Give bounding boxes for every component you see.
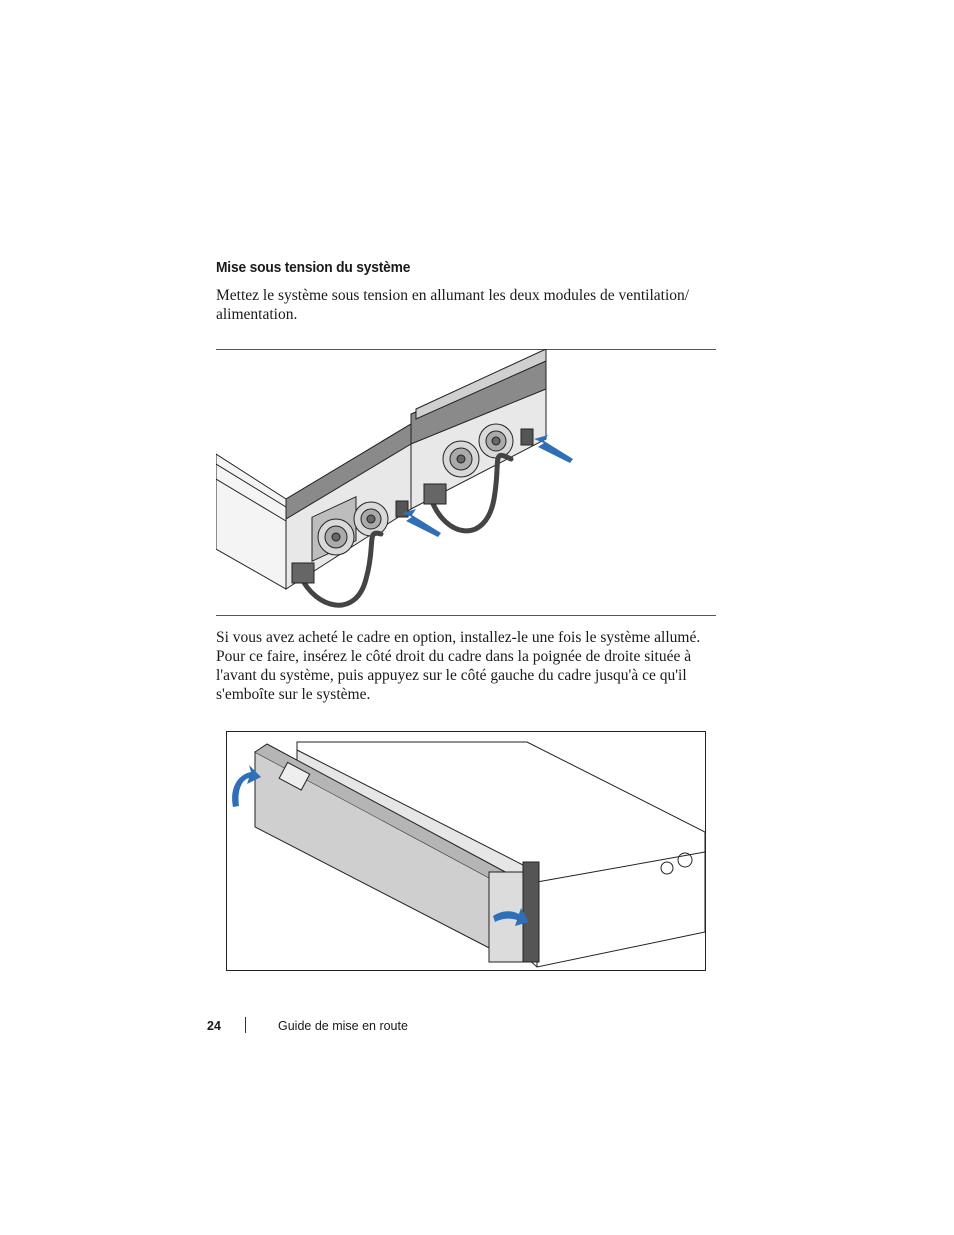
figure1-bottom-rule: [216, 615, 716, 616]
power-modules-illustration: [216, 349, 716, 615]
section-heading: Mise sous tension du système: [216, 259, 411, 276]
footer-separator: [245, 1017, 246, 1033]
bezel-paragraph: Si vous avez acheté le cadre en option, installez-le une fois le système allumé. Pour ce faire, insérez le côté droit du cadre dans la poignée de droite située à l'avant du système, puis appuyez sur le côté gauche du cadre jusqu'à ce qu'il s'emboîte sur le système.: [216, 629, 701, 703]
bezel-install-illustration: [227, 732, 705, 970]
running-title: Guide de mise en route: [278, 1019, 408, 1033]
intro-paragraph: Mettez le système sous tension en allumant les deux modules de ventilation/ alimentation.: [216, 287, 690, 323]
page-number: 24: [207, 1019, 221, 1033]
bezel-install-figure: [226, 731, 706, 971]
